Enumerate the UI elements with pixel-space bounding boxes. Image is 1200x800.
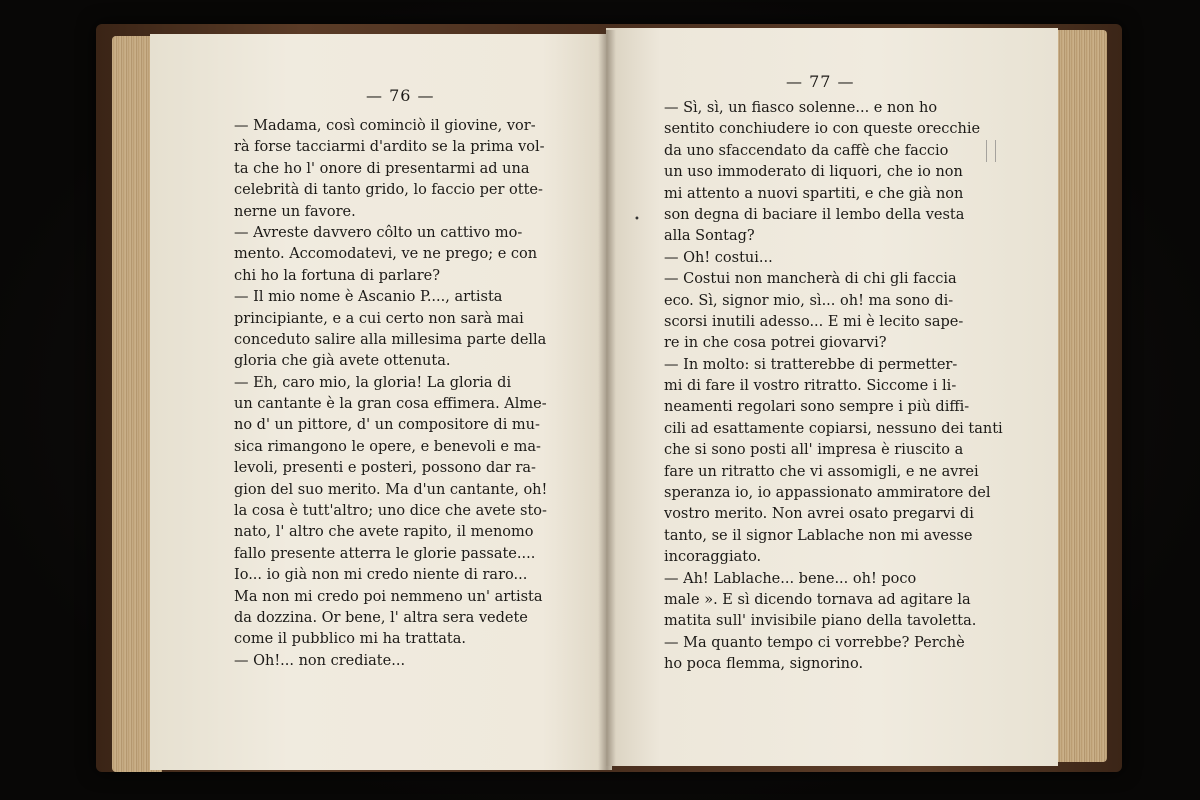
left-page-text [234, 116, 547, 672]
right-page [606, 28, 1058, 766]
text-line: speranza io, io appassionato ammiratore del [664, 485, 991, 502]
text-line: — Eh, caro mio, la gloria! La gloria di [234, 374, 512, 391]
text-line: rà forse tacciarmi d'ardito se la prima vol- [234, 139, 545, 156]
text-line: vostro merito. Non avrei osato pregarvi di [664, 506, 974, 523]
right-page-text [664, 98, 1003, 676]
text-line: celebrità di tanto grido, lo faccio per otte- [234, 182, 543, 199]
text-line: da uno sfaccendato da caffè che faccio [664, 142, 949, 159]
text-line: fallo presente atterra le glorie passate.... [234, 545, 536, 562]
text-line: — Il mio nome è Ascanio P...., artista [234, 289, 503, 306]
text-line: — Oh! costui... [664, 249, 773, 266]
page-number-left: — 76 — [366, 86, 435, 105]
text-line: nato, l' altro che avete rapito, il menomo [234, 524, 534, 541]
text-line: sentito conchiudere io con queste orecchie [664, 121, 981, 138]
text-line: incoraggiato. [664, 549, 762, 566]
margin-mark: • [634, 214, 640, 225]
text-line: — Ma quanto tempo ci vorrebbe? Perchè [664, 634, 965, 651]
text-line: — Madama, così cominciò il giovine, vor- [234, 118, 536, 134]
text-line: un uso immoderato di liquori, che io non [664, 164, 963, 181]
text-line: mento. Accomodatevi, ve ne prego; e con [234, 246, 538, 263]
text-line: chi ho la fortuna di parlare? [234, 267, 441, 284]
text-line: nerne un favore. [234, 203, 356, 220]
text-line: alla Sontag? [664, 228, 755, 245]
left-page [150, 34, 612, 770]
text-line: matita sull' invisibile piano della tavoletta. [664, 613, 977, 630]
text-line: mi di fare il vostro ritratto. Siccome i li- [664, 378, 957, 395]
text-line: — Avreste davvero côlto un cattivo mo- [234, 224, 523, 241]
text-line: ho poca flemma, signorino. [664, 656, 864, 673]
text-line: cili ad esattamente copiarsi, nessuno dei tanti [664, 420, 1003, 437]
text-line: neamenti regolari sono sempre i più diffi- [664, 399, 970, 416]
text-line: sica rimangono le opere, e benevoli e ma- [234, 438, 541, 455]
text-line: fare un ritratto che vi assomigli, e ne avrei [664, 463, 979, 480]
text-line: la cosa è tutt'altro; uno dice che avete sto- [234, 503, 547, 520]
text-line: — Oh!... non crediate... [234, 652, 406, 669]
text-line: Ma non mi credo poi nemmeno un' artista [234, 588, 543, 605]
text-line: no d' un pittore, d' un compositore di mu- [234, 417, 540, 434]
text-line: Io... io già non mi credo niente di raro... [234, 567, 528, 584]
text-line: da dozzina. Or bene, l' altra sera vedete [234, 609, 528, 626]
text-line: son degna di baciare il lembo della vesta [664, 206, 965, 223]
text-line: scorsi inutili adesso... E mi è lecito sape- [664, 313, 964, 330]
text-line: conceduto salire alla millesima parte della [234, 331, 547, 348]
text-line: un cantante è la gran cosa effimera. Almе- [234, 396, 547, 413]
text-line: come il pubblico mi ha trattata. [234, 631, 466, 648]
text-line: levoli, presenti e posteri, possono dar ra- [234, 460, 536, 477]
text-line: ta che ho l' onore di presentarmi ad una [234, 160, 530, 177]
book-gutter [598, 30, 616, 770]
text-line: — Costui non mancherà di chi gli faccia [664, 271, 957, 288]
text-line: male ». E sì dicendo tornava ad agitare la [664, 591, 971, 608]
text-line: re in che cosa potrei giovarvi? [664, 335, 887, 352]
text-line: — In molto: si tratterebbe di permetter- [664, 356, 958, 373]
text-line: tanto, se il signor Lablache non mi avesse [664, 527, 973, 544]
text-line: mi attento a nuovi spartiti, e che già non [664, 185, 964, 202]
text-line: principiante, e a cui certo non sarà mai [234, 310, 524, 327]
text-line: — Sì, sì, un fiasco solenne... e non ho [664, 100, 938, 116]
text-line: gion del suo merito. Ma d'un cantante, oh! [234, 481, 548, 498]
text-line: — Ah! Lablache... bene... oh! poco [664, 570, 917, 587]
page-number-right: — 77 — [786, 72, 855, 91]
text-line: che si sono posti all' impresa è riuscito a [664, 442, 964, 459]
text-line: gloria che già avete ottenuta. [234, 353, 451, 370]
page-edges-right [1055, 30, 1107, 762]
text-line: eco. Sì, signor mio, sì... oh! ma sono di- [664, 292, 954, 309]
